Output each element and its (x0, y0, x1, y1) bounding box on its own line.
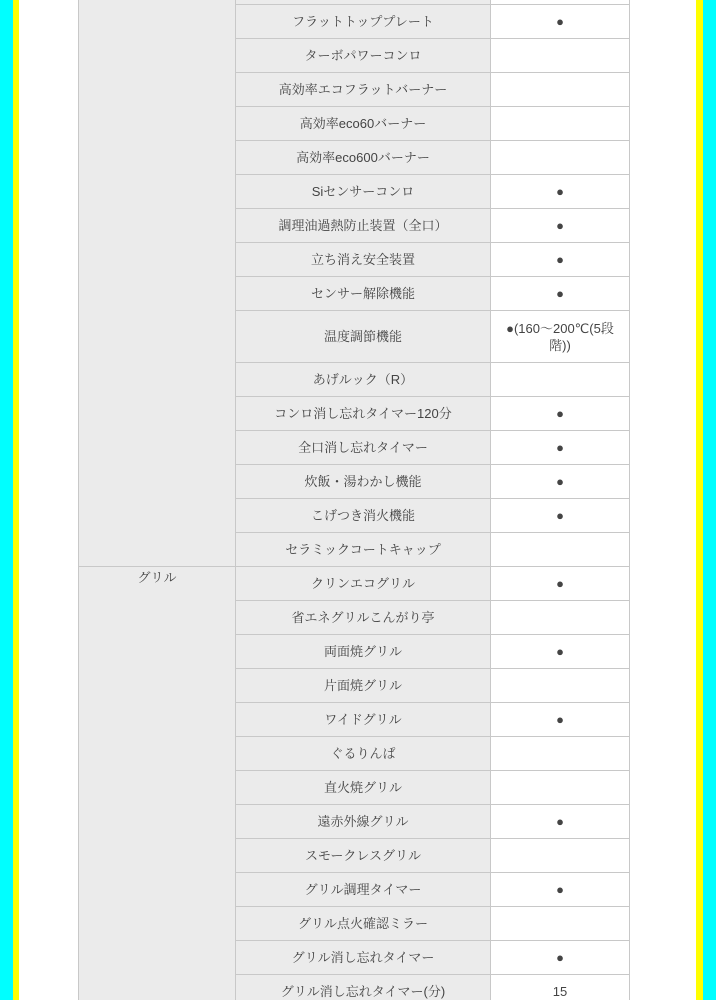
feature-label: 省エネグリルこんがり亭 (236, 601, 491, 635)
feature-label: グリル調理タイマー (236, 873, 491, 907)
feature-value: ● (491, 941, 630, 975)
category-cell: グリル (79, 567, 236, 1000)
feature-value (491, 141, 630, 175)
feature-label: クリンエコグリル (236, 567, 491, 601)
feature-value (491, 363, 630, 397)
table-row (79, 567, 630, 601)
feature-label: 片面焼グリル (236, 669, 491, 703)
feature-value: ●(160～200℃(5段階)) (491, 311, 630, 363)
feature-value: ● (491, 703, 630, 737)
feature-value (491, 73, 630, 107)
feature-value: ● (491, 5, 630, 39)
feature-value: ● (491, 805, 630, 839)
feature-label: 高効率eco600バーナー (236, 141, 491, 175)
feature-value: ● (491, 635, 630, 669)
feature-label: 調理油過熱防止装置（全口） (236, 209, 491, 243)
right-yellow-stripe (696, 0, 703, 1000)
feature-label: 全口消し忘れタイマー (236, 431, 491, 465)
feature-label: 高効率eco60バーナー (236, 107, 491, 141)
spec-table-body (79, 0, 630, 1000)
feature-label: 高効率エコフラットバーナー (236, 73, 491, 107)
feature-label: 直火焼グリル (236, 771, 491, 805)
category-cell (79, 0, 236, 567)
feature-label: 炊飯・湯わかし機能 (236, 465, 491, 499)
feature-value: ● (491, 277, 630, 311)
spec-table (78, 0, 630, 1000)
feature-label: グリル消し忘れタイマー(分) (236, 975, 491, 1000)
spec-table-container (78, 0, 630, 1000)
feature-label: あげルック（R） (236, 363, 491, 397)
left-yellow-stripe (13, 0, 19, 1000)
feature-value: ● (491, 243, 630, 277)
feature-value: ● (491, 175, 630, 209)
feature-label: ターボパワーコンロ (236, 39, 491, 73)
left-cyan-border (0, 0, 13, 1000)
feature-label: 両面焼グリル (236, 635, 491, 669)
feature-label: こげつき消火機能 (236, 499, 491, 533)
feature-label: グリル点火確認ミラー (236, 907, 491, 941)
feature-value: ● (491, 209, 630, 243)
feature-label: Siセンサーコンロ (236, 175, 491, 209)
feature-value: ● (491, 499, 630, 533)
feature-value (491, 669, 630, 703)
right-cyan-border (703, 0, 716, 1000)
feature-label: 温度調節機能 (236, 311, 491, 363)
feature-value (491, 839, 630, 873)
feature-value: ● (491, 431, 630, 465)
feature-label: ぐるりんぱ (236, 737, 491, 771)
feature-label: コンロ消し忘れタイマー120分 (236, 397, 491, 431)
feature-value: ● (491, 397, 630, 431)
feature-label: 立ち消え安全装置 (236, 243, 491, 277)
feature-value (491, 107, 630, 141)
feature-label: 遠赤外線グリル (236, 805, 491, 839)
feature-value (491, 533, 630, 567)
feature-value (491, 737, 630, 771)
feature-label: グリル消し忘れタイマー (236, 941, 491, 975)
feature-value: 15 (491, 975, 630, 1000)
feature-label: スモークレスグリル (236, 839, 491, 873)
feature-value: ● (491, 465, 630, 499)
feature-label: センサー解除機能 (236, 277, 491, 311)
feature-value (491, 771, 630, 805)
feature-value: ● (491, 567, 630, 601)
feature-value: ● (491, 873, 630, 907)
feature-value (491, 601, 630, 635)
feature-label: セラミックコートキャップ (236, 533, 491, 567)
feature-value (491, 907, 630, 941)
feature-value (491, 39, 630, 73)
feature-label: フラットトッププレート (236, 5, 491, 39)
feature-label: ワイドグリル (236, 703, 491, 737)
